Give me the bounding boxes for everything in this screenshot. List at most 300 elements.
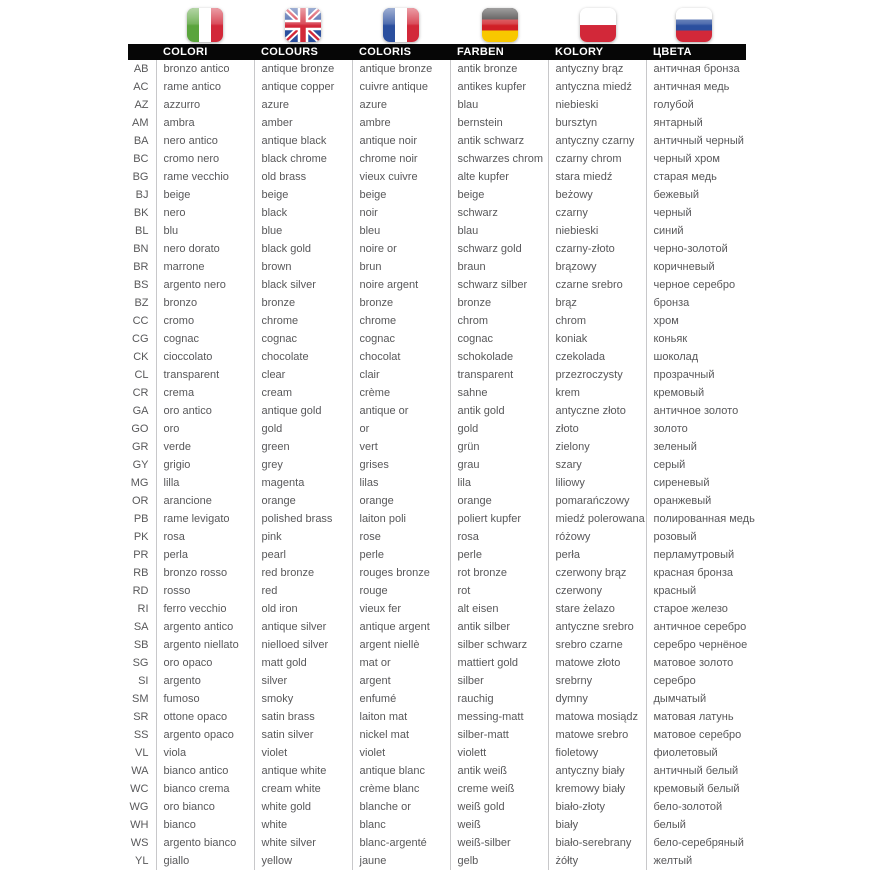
color-name-cell-ru: синий <box>646 222 763 240</box>
color-name-cell-fr: antique blanc <box>352 762 450 780</box>
color-name-cell-pl: miedź polerowana <box>548 510 646 528</box>
color-name-cell-ru: черно-золотой <box>646 240 763 258</box>
color-code-cell: CC <box>132 315 149 327</box>
color-name-cell-fr: perle <box>352 546 450 564</box>
table-row <box>128 744 763 762</box>
color-name-cell-pl: antyczne złoto <box>548 402 646 420</box>
color-name-cell-ru: матовая латунь <box>646 708 763 726</box>
color-name-cell-pl: czerwony <box>548 582 646 600</box>
color-name-cell-it: rosa <box>156 528 254 546</box>
color-code-cell: PB <box>133 513 149 525</box>
color-name-cell-ru: серый <box>646 456 763 474</box>
color-name-cell-de: schwarz <box>450 204 548 222</box>
table-row <box>128 276 763 294</box>
color-name-cell-de: mattiert gold <box>450 654 548 672</box>
color-name-cell-it: bianco crema <box>156 780 254 798</box>
color-name-cell-pl: żółty <box>548 852 646 870</box>
table-row <box>128 438 763 456</box>
color-name-cell-ru: перламутровый <box>646 546 763 564</box>
color-name-cell-fr: antique bronze <box>352 60 450 78</box>
italy-flag-icon <box>187 8 223 42</box>
color-name-cell-ru: старая медь <box>646 168 763 186</box>
table-row <box>128 150 763 168</box>
color-name-cell-ru: коньяк <box>646 330 763 348</box>
color-name-cell-en: nielloed silver <box>254 636 352 654</box>
color-name-cell-fr: bleu <box>352 222 450 240</box>
color-code-cell: MG <box>130 477 149 489</box>
color-name-cell-ru: красная бронза <box>646 564 763 582</box>
color-name-cell-pl: brąz <box>548 294 646 312</box>
color-name-cell-de: schwarz silber <box>450 276 548 294</box>
color-name-cell-en: red bronze <box>254 564 352 582</box>
color-name-cell-ru: коричневый <box>646 258 763 276</box>
color-name-cell-pl: stare żelazo <box>548 600 646 618</box>
color-name-cell-en: yellow <box>254 852 352 870</box>
color-name-cell-it: cognac <box>156 330 254 348</box>
color-name-cell-de: rosa <box>450 528 548 546</box>
color-name-cell-it: bianco antico <box>156 762 254 780</box>
color-name-cell-it: cioccolato <box>156 348 254 366</box>
color-name-cell-it: transparent <box>156 366 254 384</box>
color-code-cell: RB <box>133 567 149 579</box>
color-code-cell: GR <box>132 441 149 453</box>
color-code-cell: GO <box>131 423 149 435</box>
color-name-cell-ru: белый <box>646 816 763 834</box>
table-row <box>128 60 763 78</box>
color-name-cell-de: alte kupfer <box>450 168 548 186</box>
table-header-row <box>128 44 763 60</box>
table-row <box>128 168 763 186</box>
color-name-cell-ru: бело-золотой <box>646 798 763 816</box>
color-name-cell-de: silber-matt <box>450 726 548 744</box>
color-code-cell: SI <box>138 675 149 687</box>
color-code-cell: AB <box>133 63 149 75</box>
color-name-cell-ru: серебро чернёное <box>646 636 763 654</box>
color-name-cell-pl: srebrny <box>548 672 646 690</box>
color-name-cell-it: blu <box>156 222 254 240</box>
color-name-cell-pl: czerwony brąz <box>548 564 646 582</box>
color-name-cell-it: oro <box>156 420 254 438</box>
france-flag-icon <box>383 8 419 42</box>
color-code-cell: SM <box>132 693 149 705</box>
color-name-cell-ru: черный <box>646 204 763 222</box>
table-row <box>128 420 763 438</box>
column-header-coloris: COLORIS <box>352 44 450 60</box>
table-row <box>128 96 763 114</box>
color-name-cell-it: giallo <box>156 852 254 870</box>
column-header-farben: FARBEN <box>450 44 548 60</box>
color-name-cell-pl: czarny chrom <box>548 150 646 168</box>
color-name-cell-it: argento nero <box>156 276 254 294</box>
color-name-cell-en: red <box>254 582 352 600</box>
color-name-cell-fr: beige <box>352 186 450 204</box>
table-row <box>128 492 763 510</box>
color-name-cell-it: argento opaco <box>156 726 254 744</box>
color-table <box>128 44 763 870</box>
color-name-cell-it: ambra <box>156 114 254 132</box>
color-name-cell-ru: голубой <box>646 96 763 114</box>
color-name-cell-fr: crème blanc <box>352 780 450 798</box>
color-name-cell-de: blau <box>450 96 548 114</box>
table-row <box>128 402 763 420</box>
color-name-cell-en: white silver <box>254 834 352 852</box>
color-name-cell-fr: chrome noir <box>352 150 450 168</box>
color-code-cell: WC <box>130 783 149 795</box>
color-name-cell-fr: rose <box>352 528 450 546</box>
color-name-cell-en: black gold <box>254 240 352 258</box>
color-name-cell-de: antik weiß <box>450 762 548 780</box>
column-header-cveta: ЦВЕТА <box>646 44 763 60</box>
color-name-cell-ru: бронза <box>646 294 763 312</box>
color-name-cell-de: weiß-silber <box>450 834 548 852</box>
color-name-cell-de: bronze <box>450 294 548 312</box>
color-name-cell-fr: blanc-argenté <box>352 834 450 852</box>
color-code-cell: AZ <box>134 99 149 111</box>
code-column-header <box>128 44 156 60</box>
color-name-cell-fr: rouge <box>352 582 450 600</box>
color-name-cell-fr: enfumé <box>352 690 450 708</box>
color-name-cell-fr: cuivre antique <box>352 78 450 96</box>
color-name-cell-it: argento bianco <box>156 834 254 852</box>
color-name-cell-ru: красный <box>646 582 763 600</box>
color-name-cell-fr: crème <box>352 384 450 402</box>
color-name-cell-fr: vieux fer <box>352 600 450 618</box>
color-name-cell-pl: brązowy <box>548 258 646 276</box>
color-name-cell-de: braun <box>450 258 548 276</box>
color-name-cell-ru: янтарный <box>646 114 763 132</box>
table-row <box>128 204 763 222</box>
color-name-cell-pl: czekolada <box>548 348 646 366</box>
color-name-cell-pl: matowe srebro <box>548 726 646 744</box>
color-code-cell: BN <box>133 243 149 255</box>
column-header-kolory: KOLORY <box>548 44 646 60</box>
color-name-cell-fr: chrome <box>352 312 450 330</box>
color-name-cell-fr: laiton mat <box>352 708 450 726</box>
table-body <box>128 60 763 870</box>
color-name-cell-ru: матовое серебро <box>646 726 763 744</box>
table-row <box>128 474 763 492</box>
color-code-cell: AM <box>132 117 149 129</box>
color-code-cell: RD <box>132 585 149 597</box>
color-name-cell-en: antique black <box>254 132 352 150</box>
color-name-cell-en: satin brass <box>254 708 352 726</box>
color-name-cell-it: bianco <box>156 816 254 834</box>
color-name-cell-it: oro opaco <box>156 654 254 672</box>
color-name-cell-en: antique silver <box>254 618 352 636</box>
color-name-cell-en: white <box>254 816 352 834</box>
color-name-cell-de: rauchig <box>450 690 548 708</box>
color-name-cell-de: beige <box>450 186 548 204</box>
color-name-cell-ru: оранжевый <box>646 492 763 510</box>
color-name-cell-pl: matowe złoto <box>548 654 646 672</box>
color-name-cell-pl: stara miedź <box>548 168 646 186</box>
color-name-cell-pl: biały <box>548 816 646 834</box>
color-name-cell-it: nero dorato <box>156 240 254 258</box>
color-name-cell-pl: antyczna miedź <box>548 78 646 96</box>
color-name-cell-en: white gold <box>254 798 352 816</box>
color-name-cell-de: transparent <box>450 366 548 384</box>
color-name-cell-de: weiß gold <box>450 798 548 816</box>
color-name-cell-en: grey <box>254 456 352 474</box>
color-name-cell-pl: beżowy <box>548 186 646 204</box>
color-name-cell-fr: nickel mat <box>352 726 450 744</box>
color-name-cell-de: antik bronze <box>450 60 548 78</box>
color-name-cell-ru: фиолетовый <box>646 744 763 762</box>
color-name-cell-de: rot bronze <box>450 564 548 582</box>
color-name-cell-ru: бежевый <box>646 186 763 204</box>
color-name-cell-en: satin silver <box>254 726 352 744</box>
color-code-cell: BS <box>133 279 149 291</box>
color-name-cell-en: polished brass <box>254 510 352 528</box>
color-name-cell-fr: blanche or <box>352 798 450 816</box>
color-name-cell-en: cream white <box>254 780 352 798</box>
color-name-cell-fr: noire or <box>352 240 450 258</box>
color-code-cell: VL <box>135 747 149 759</box>
color-name-cell-fr: lilas <box>352 474 450 492</box>
color-name-cell-pl: niebieski <box>548 96 646 114</box>
color-name-cell-fr: noire argent <box>352 276 450 294</box>
color-name-cell-ru: шоколад <box>646 348 763 366</box>
table-row <box>128 114 763 132</box>
color-name-cell-pl: biało-złoty <box>548 798 646 816</box>
color-name-cell-fr: ambre <box>352 114 450 132</box>
uk-flag-icon <box>285 8 321 42</box>
color-name-cell-pl: perła <box>548 546 646 564</box>
table-row <box>128 762 763 780</box>
color-name-cell-en: old iron <box>254 600 352 618</box>
color-name-cell-fr: brun <box>352 258 450 276</box>
table-row <box>128 294 763 312</box>
color-name-cell-pl: krem <box>548 384 646 402</box>
color-name-cell-en: pink <box>254 528 352 546</box>
color-name-cell-pl: różowy <box>548 528 646 546</box>
color-name-cell-en: cream <box>254 384 352 402</box>
color-name-cell-de: cognac <box>450 330 548 348</box>
color-name-cell-de: creme weiß <box>450 780 548 798</box>
table-row <box>128 816 763 834</box>
color-code-cell: GA <box>132 405 149 417</box>
color-name-cell-en: silver <box>254 672 352 690</box>
color-name-cell-it: grigio <box>156 456 254 474</box>
color-name-cell-en: smoky <box>254 690 352 708</box>
color-name-cell-en: cognac <box>254 330 352 348</box>
color-code-cell: RI <box>137 603 149 615</box>
color-name-cell-en: blue <box>254 222 352 240</box>
color-name-cell-en: green <box>254 438 352 456</box>
color-name-cell-ru: античное золото <box>646 402 763 420</box>
table-row <box>128 618 763 636</box>
color-name-cell-it: marrone <box>156 258 254 276</box>
color-name-cell-pl: srebro czarne <box>548 636 646 654</box>
color-name-cell-de: weiß <box>450 816 548 834</box>
color-name-cell-fr: vert <box>352 438 450 456</box>
table-row <box>128 384 763 402</box>
color-name-cell-pl: pomarańczowy <box>548 492 646 510</box>
table-row <box>128 672 763 690</box>
table-row <box>128 348 763 366</box>
color-name-cell-pl: liliowy <box>548 474 646 492</box>
color-name-cell-fr: rouges bronze <box>352 564 450 582</box>
color-name-cell-de: antikes kupfer <box>450 78 548 96</box>
color-name-cell-en: antique copper <box>254 78 352 96</box>
color-code-cell: BG <box>132 171 149 183</box>
color-name-cell-de: schwarz gold <box>450 240 548 258</box>
color-name-cell-ru: розовый <box>646 528 763 546</box>
color-name-cell-fr: grises <box>352 456 450 474</box>
color-name-cell-pl: bursztyn <box>548 114 646 132</box>
color-name-cell-it: ferro vecchio <box>156 600 254 618</box>
color-name-cell-en: chrome <box>254 312 352 330</box>
color-name-cell-it: crema <box>156 384 254 402</box>
color-name-cell-fr: jaune <box>352 852 450 870</box>
color-name-cell-de: antik schwarz <box>450 132 548 150</box>
table-row <box>128 654 763 672</box>
color-name-cell-ru: бело-серебряный <box>646 834 763 852</box>
color-name-cell-ru: сиреневый <box>646 474 763 492</box>
table-row <box>128 78 763 96</box>
color-name-cell-it: ottone opaco <box>156 708 254 726</box>
color-code-cell: PK <box>133 531 149 543</box>
color-code-cell: OR <box>132 495 149 507</box>
color-name-cell-pl: czarny-złoto <box>548 240 646 258</box>
color-name-cell-it: nero <box>156 204 254 222</box>
color-name-cell-en: antique gold <box>254 402 352 420</box>
color-name-cell-it: arancione <box>156 492 254 510</box>
color-name-cell-de: orange <box>450 492 548 510</box>
color-name-cell-en: clear <box>254 366 352 384</box>
color-name-cell-ru: античный черный <box>646 132 763 150</box>
color-name-cell-de: antik silber <box>450 618 548 636</box>
color-name-cell-ru: полированная медь <box>646 510 763 528</box>
color-code-cell: SS <box>133 729 149 741</box>
color-name-cell-pl: szary <box>548 456 646 474</box>
color-name-cell-de: silber schwarz <box>450 636 548 654</box>
color-code-cell: WG <box>129 801 149 813</box>
table-row <box>128 456 763 474</box>
color-name-cell-en: pearl <box>254 546 352 564</box>
color-name-cell-ru: золото <box>646 420 763 438</box>
color-name-cell-it: argento antico <box>156 618 254 636</box>
color-name-cell-ru: дымчатый <box>646 690 763 708</box>
column-header-colours: COLOURS <box>254 44 352 60</box>
color-name-cell-en: chocolate <box>254 348 352 366</box>
color-name-cell-it: rame antico <box>156 78 254 96</box>
color-name-cell-it: fumoso <box>156 690 254 708</box>
color-name-cell-en: orange <box>254 492 352 510</box>
color-name-cell-de: gold <box>450 420 548 438</box>
color-code-cell: BL <box>135 225 149 237</box>
color-name-cell-it: cromo nero <box>156 150 254 168</box>
color-name-cell-en: black silver <box>254 276 352 294</box>
color-name-cell-en: violet <box>254 744 352 762</box>
color-name-cell-en: old brass <box>254 168 352 186</box>
color-name-cell-fr: chocolat <box>352 348 450 366</box>
color-name-cell-it: bronzo rosso <box>156 564 254 582</box>
color-name-cell-it: rame levigato <box>156 510 254 528</box>
color-name-cell-fr: mat or <box>352 654 450 672</box>
color-code-cell: BK <box>133 207 149 219</box>
color-name-cell-it: oro antico <box>156 402 254 420</box>
color-name-cell-de: schwarzes chrom <box>450 150 548 168</box>
color-name-cell-fr: blanc <box>352 816 450 834</box>
color-name-cell-pl: czarny <box>548 204 646 222</box>
color-name-cell-fr: laiton poli <box>352 510 450 528</box>
color-name-cell-de: rot <box>450 582 548 600</box>
color-name-cell-it: perla <box>156 546 254 564</box>
color-name-cell-it: bronzo antico <box>156 60 254 78</box>
color-name-cell-it: viola <box>156 744 254 762</box>
color-name-cell-en: matt gold <box>254 654 352 672</box>
color-code-cell: BJ <box>135 189 149 201</box>
table-row <box>128 636 763 654</box>
color-code-cell: AC <box>133 81 149 93</box>
color-code-cell: GY <box>132 459 149 471</box>
color-name-cell-ru: хром <box>646 312 763 330</box>
color-name-cell-ru: прозрачный <box>646 366 763 384</box>
color-name-cell-it: cromo <box>156 312 254 330</box>
color-name-cell-ru: черный хром <box>646 150 763 168</box>
table-row <box>128 186 763 204</box>
color-name-cell-fr: argent niellè <box>352 636 450 654</box>
color-name-cell-fr: azure <box>352 96 450 114</box>
color-name-cell-pl: dymny <box>548 690 646 708</box>
color-name-cell-ru: кремовый белый <box>646 780 763 798</box>
color-code-cell: CL <box>134 369 149 381</box>
table-row <box>128 852 763 870</box>
color-name-cell-pl: złoto <box>548 420 646 438</box>
table-row <box>128 222 763 240</box>
color-name-cell-it: azzurro <box>156 96 254 114</box>
color-name-cell-de: poliert kupfer <box>450 510 548 528</box>
table-row <box>128 564 763 582</box>
color-name-cell-fr: antique or <box>352 402 450 420</box>
color-name-cell-it: bronzo <box>156 294 254 312</box>
table-row <box>128 528 763 546</box>
color-name-cell-fr: violet <box>352 744 450 762</box>
color-name-cell-ru: античная бронза <box>646 60 763 78</box>
table-row <box>128 708 763 726</box>
color-name-cell-pl: antyczny czarny <box>548 132 646 150</box>
color-name-cell-en: bronze <box>254 294 352 312</box>
color-name-cell-de: grau <box>450 456 548 474</box>
color-code-cell: YL <box>135 855 149 867</box>
color-name-cell-it: rosso <box>156 582 254 600</box>
table-row <box>128 582 763 600</box>
table-row <box>128 726 763 744</box>
color-name-cell-ru: матовое золото <box>646 654 763 672</box>
color-name-cell-ru: античный белый <box>646 762 763 780</box>
table-row <box>128 312 763 330</box>
color-name-cell-fr: cognac <box>352 330 450 348</box>
color-name-cell-en: amber <box>254 114 352 132</box>
color-name-cell-it: nero antico <box>156 132 254 150</box>
table-row <box>128 798 763 816</box>
color-code-cell: BR <box>133 261 149 273</box>
color-name-cell-fr: orange <box>352 492 450 510</box>
color-name-cell-fr: noir <box>352 204 450 222</box>
color-code-cell: BZ <box>134 297 149 309</box>
color-name-cell-pl: przezroczysty <box>548 366 646 384</box>
color-name-cell-en: antique white <box>254 762 352 780</box>
color-code-cell: CG <box>132 333 149 345</box>
color-code-cell: CR <box>132 387 149 399</box>
color-code-cell: PR <box>133 549 149 561</box>
color-name-cell-it: verde <box>156 438 254 456</box>
color-name-cell-fr: bronze <box>352 294 450 312</box>
color-name-cell-de: gelb <box>450 852 548 870</box>
column-header-colori: COLORI <box>156 44 254 60</box>
color-name-cell-de: schokolade <box>450 348 548 366</box>
